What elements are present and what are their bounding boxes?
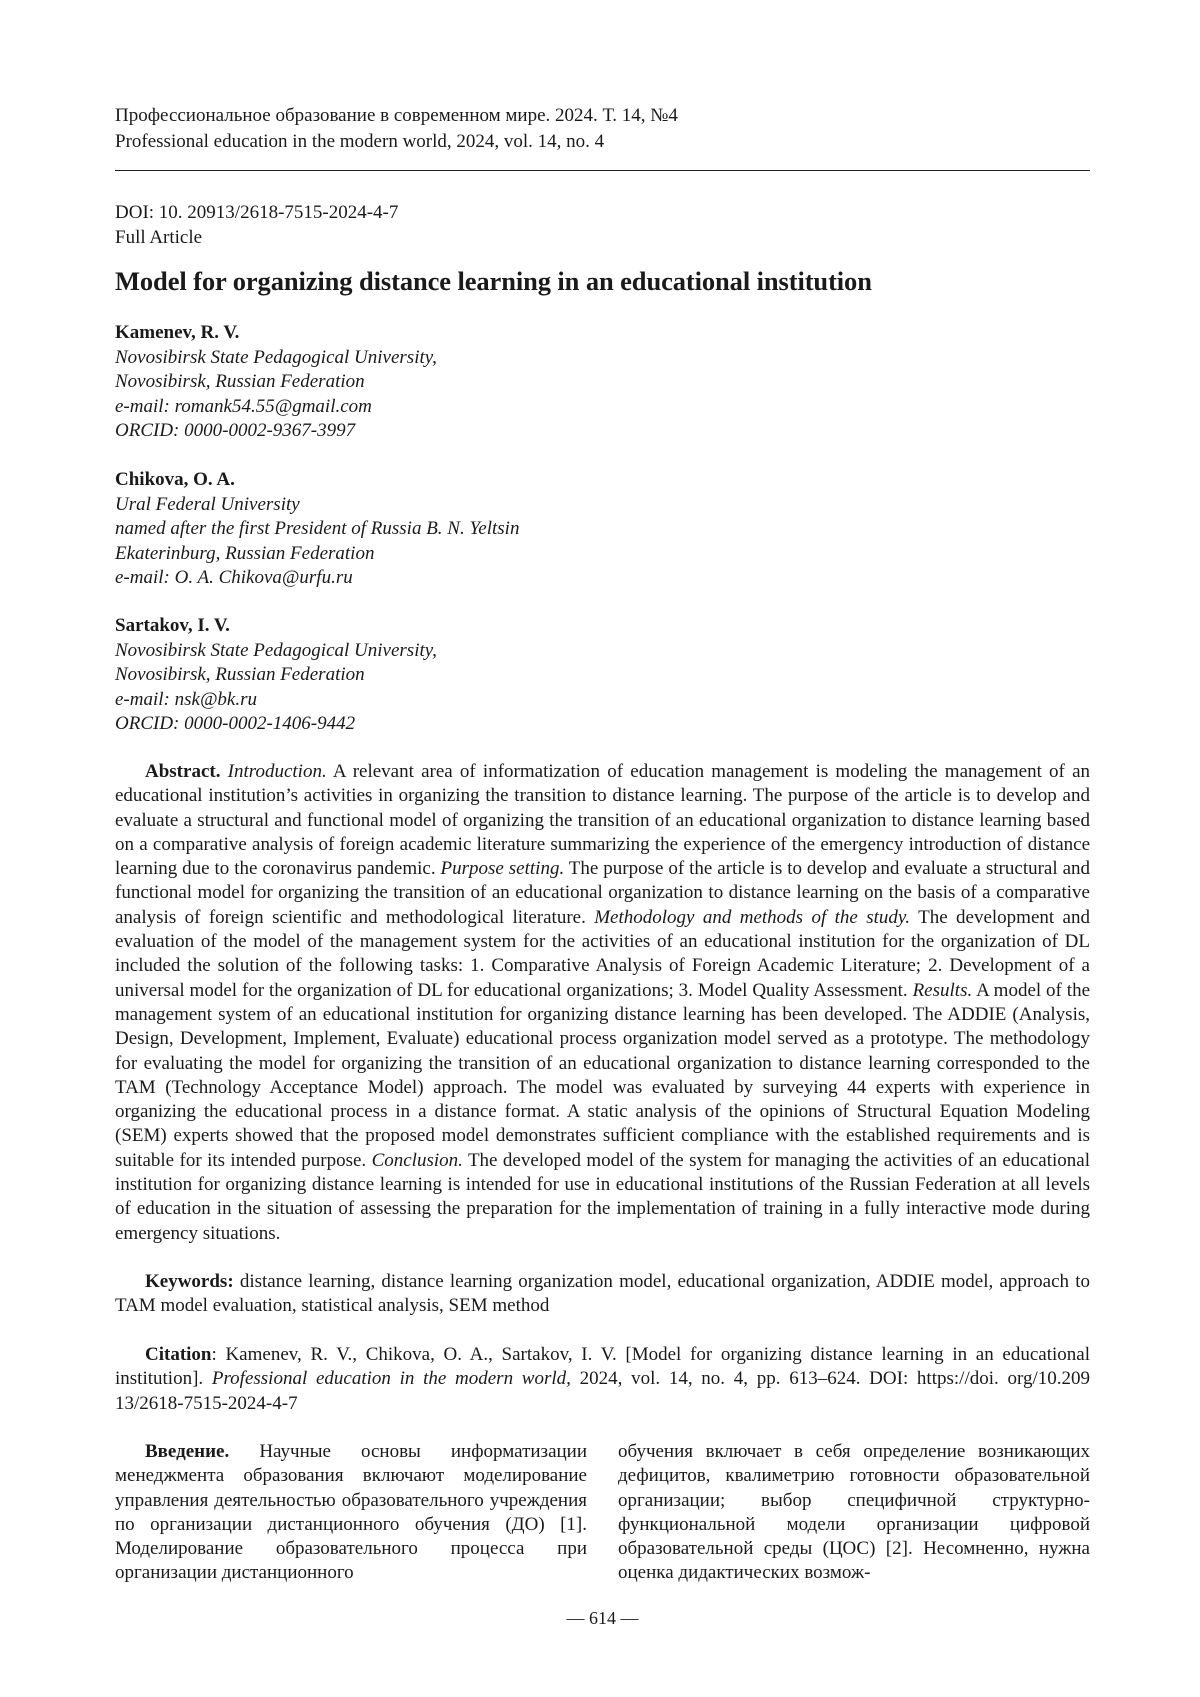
author-block <box>115 321 437 444</box>
body-column-right <box>618 1440 1090 1586</box>
abstract-conclusion-label: Conclusion. <box>371 1149 463 1171</box>
abstract-paragraph <box>115 760 1090 1246</box>
author-affiliation-line: Ural Federal University <box>115 493 300 515</box>
citation-details: 2024, vol. 14, no. 4, pp. 613–624. DOI: https://doi. org/10.209 13/2618-7515-2024-4-7 <box>115 1368 1090 1414</box>
author-affiliation-line: Novosibirsk State Pedagogical University, <box>115 639 437 661</box>
abstract-label: Abstract. <box>145 761 221 782</box>
author-affiliation-line: named after the first President of Russia B. N. Yeltsin <box>115 518 520 539</box>
abstract-results-text: A model of the management system of an educational institution for organizing distance learning has been developed. The ADDIE (Analysis, Design, Development, Implement, Evaluate) educational process organization model served as a prototype. The methodology for evaluating the model for organizing the transition of an educational organization to distance learning corresponded to the TAM (Technology Acceptance Model) approach. The model was evaluated by surveying 44 experts with experience in organizing the educational process in a distance format. A static analysis of the opinions of Structural Equation Modeling (SEM) experts showed that the proposed model demonstrates sufficient compliance with the established requirements and is suitable for its intended purpose. <box>115 979 1091 1171</box>
author-email: e-mail: O. A. Chikova@urfu.ru <box>115 567 353 588</box>
abstract-intro-label: Introduction. <box>227 761 327 782</box>
keywords-label: Keywords: <box>145 1271 234 1292</box>
doi-line: DOI: 10. 20913/2618-7515-2024-4-7 <box>115 202 399 223</box>
article-title: Model for organizing distance learning in an educational institution <box>115 266 872 296</box>
journal-header <box>115 103 678 155</box>
keywords-paragraph <box>115 1270 1090 1319</box>
author-block <box>115 614 437 737</box>
abstract-results-label: Results. <box>912 979 973 1001</box>
author-orcid: ORCID: 0000-0002-1406-9442 <box>115 713 356 734</box>
journal-title-ru: Профессиональное образование в современном мире. 2024. Т. 14, №4 <box>115 105 678 126</box>
abstract-purpose-text: The purpose of the article is to develop and evaluate a structural and functional model for organizing the transition of an educational organization to distance learning on the basis of a comparative analysis of foreign scientific and methodological literature. <box>115 858 1090 928</box>
author-name: Chikova, O. A. <box>115 469 235 490</box>
author-name: Kamenev, R. V. <box>115 322 240 343</box>
author-affiliation-line: Novosibirsk State Pedagogical University, <box>115 346 437 368</box>
abstract-methods-text: The development and evaluation of the model of the management system for the activities of an educational institution for the organization of DL included the solution of the following tasks: 1. Comparative Analysis of Foreign Academic Literature; 2. Development of a universal model for the organization of DL for educational organizations; 3. Model Quality Assessment. <box>115 906 1090 1001</box>
journal-title-en: Professional education in the modern world, 2024, vol. 14, no. 4 <box>115 131 605 152</box>
intro-heading: Введение. <box>145 1441 230 1462</box>
article-meta <box>115 200 398 250</box>
citation-paragraph <box>115 1343 1090 1416</box>
body-text-right: обучения включает в себя определение возникающих дефицитов, квалиметрию готовности образовательной организации; выбор специфичной структурно-функциональной модели организации цифровой образовательной среды (ЦОС) [2]. Несомненно, нужна оценка дидактических возмож- <box>618 1441 1090 1584</box>
abstract-conclusion-text: The developed model of the system for managing the activities of an educational institution for organizing distance learning is intended for use in educational institutions of the Russian Federation at all levels of education in the situation of assessing the preparation for the implementation of training in a fully interactive mode during emergency situations. <box>115 1149 1090 1244</box>
abstract-intro-text: A relevant area of informatization of education management is modeling the management of an educational institution’s activities in organizing the transition to distance learning. The purpose of the article is to develop and evaluate a structural and functional model of organizing the transition of an educational organization to distance learning based on a comparative analysis of foreign academic literature summarizing the experience of the emergency introduction of distance learning due to the coronavirus pandemic. <box>115 761 1091 880</box>
citation-journal: Professional education in the modern world, <box>211 1368 571 1390</box>
author-affiliation-line: Ekaterinburg, Russian Federation <box>115 542 375 564</box>
abstract-purpose-label: Purpose setting. <box>440 858 565 880</box>
header-divider <box>115 170 1090 171</box>
body-text-left: Научные основы информатизации менеджмента образования включают моделирование управления деятельностью образовательного учреждения по организации дистанционного обучения (ДО) [1]. Моделирование образовательного процесса при организации дистанционного <box>115 1441 587 1584</box>
body-column-left <box>115 1440 587 1586</box>
author-block <box>115 468 519 591</box>
citation-label: Citation <box>145 1344 212 1365</box>
author-orcid: ORCID: 0000-0002-9367-3997 <box>115 420 356 441</box>
author-affiliation-line: Novosibirsk, Russian Federation <box>115 664 365 685</box>
article-type: Full Article <box>115 227 203 248</box>
author-email: e-mail: nsk@bk.ru <box>115 688 257 710</box>
abstract-methods-label: Methodology and methods of the study. <box>594 906 911 928</box>
keywords-text: distance learning, distance learning organization model, educational organization, ADDIE model, approach to TAM model evaluation, statistical analysis, SEM method <box>115 1271 1090 1317</box>
author-affiliation-line: Novosibirsk, Russian Federation <box>115 371 365 392</box>
author-email: e-mail: romank54.55@gmail.com <box>115 395 372 417</box>
citation-text: : Kamenev, R. V., Chikova, O. A., Sartakov, I. V. [Model for organizing distance learning in an educational institution]. <box>115 1344 1090 1390</box>
page-number: — 614 — <box>566 1608 639 1628</box>
author-name: Sartakov, I. V. <box>115 615 230 636</box>
